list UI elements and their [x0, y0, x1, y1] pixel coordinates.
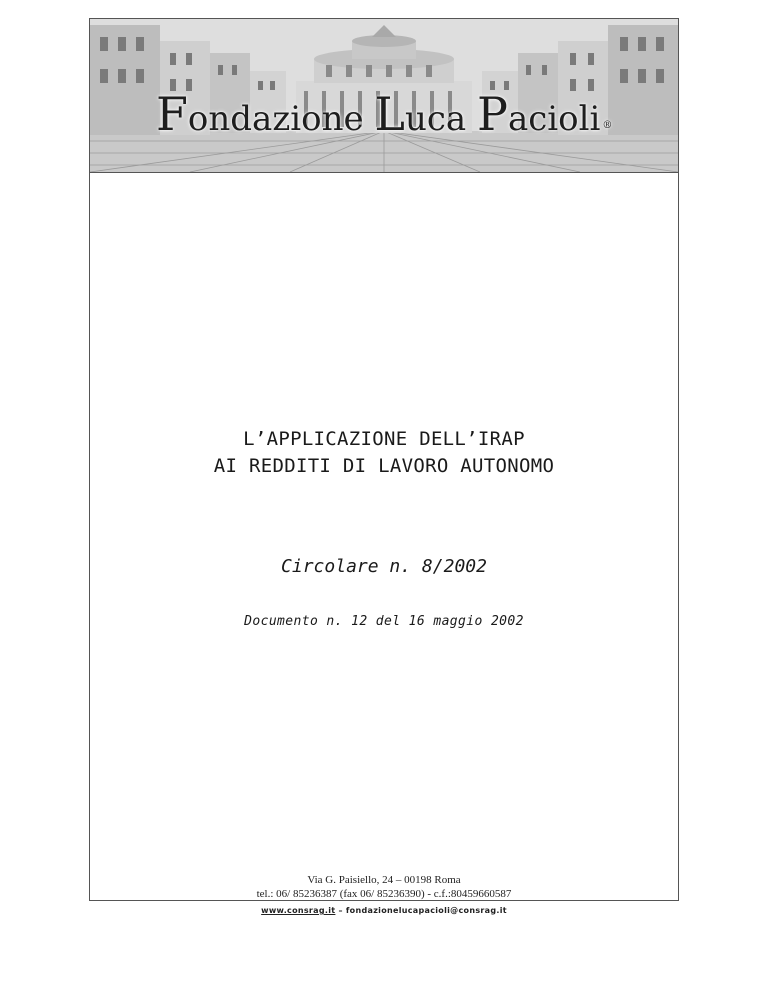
- website-link[interactable]: www.consrag.it: [261, 906, 336, 915]
- brand-initial-l: L: [374, 87, 405, 141]
- brand-word-uca: uca: [404, 99, 477, 139]
- footer-web-line: [0, 906, 768, 915]
- email-link[interactable]: fondazionelucapacioli@consrag.it: [345, 906, 507, 915]
- brand-word-ondazione: ondazione: [187, 99, 375, 139]
- footer-phone-line: tel.: 06/ 85236387 (fax 06/ 85236390) - c.f.:80459660587: [256, 888, 512, 900]
- footer-separator: –: [335, 906, 346, 915]
- brand-word-acioli: acioli: [507, 99, 601, 139]
- documento-reference: Documento n. 12 del 16 maggio 2002: [244, 614, 524, 629]
- registered-mark: ®: [602, 120, 613, 131]
- title-line-2: AI REDDITI DI LAVORO AUTONOMO: [213, 455, 555, 477]
- footer-address: Via G. Paisiello, 24 – 00198 Roma: [307, 874, 461, 886]
- brand-initial-p: P: [477, 87, 508, 141]
- document-title: [0, 426, 768, 480]
- brand-initial-f: F: [156, 87, 188, 141]
- brand-title: [156, 87, 612, 141]
- header-banner: [90, 19, 678, 173]
- circolare-number: Circolare n. 8/2002: [281, 556, 487, 577]
- title-line-1: L’APPLICAZIONE DELL’IRAP: [243, 428, 525, 450]
